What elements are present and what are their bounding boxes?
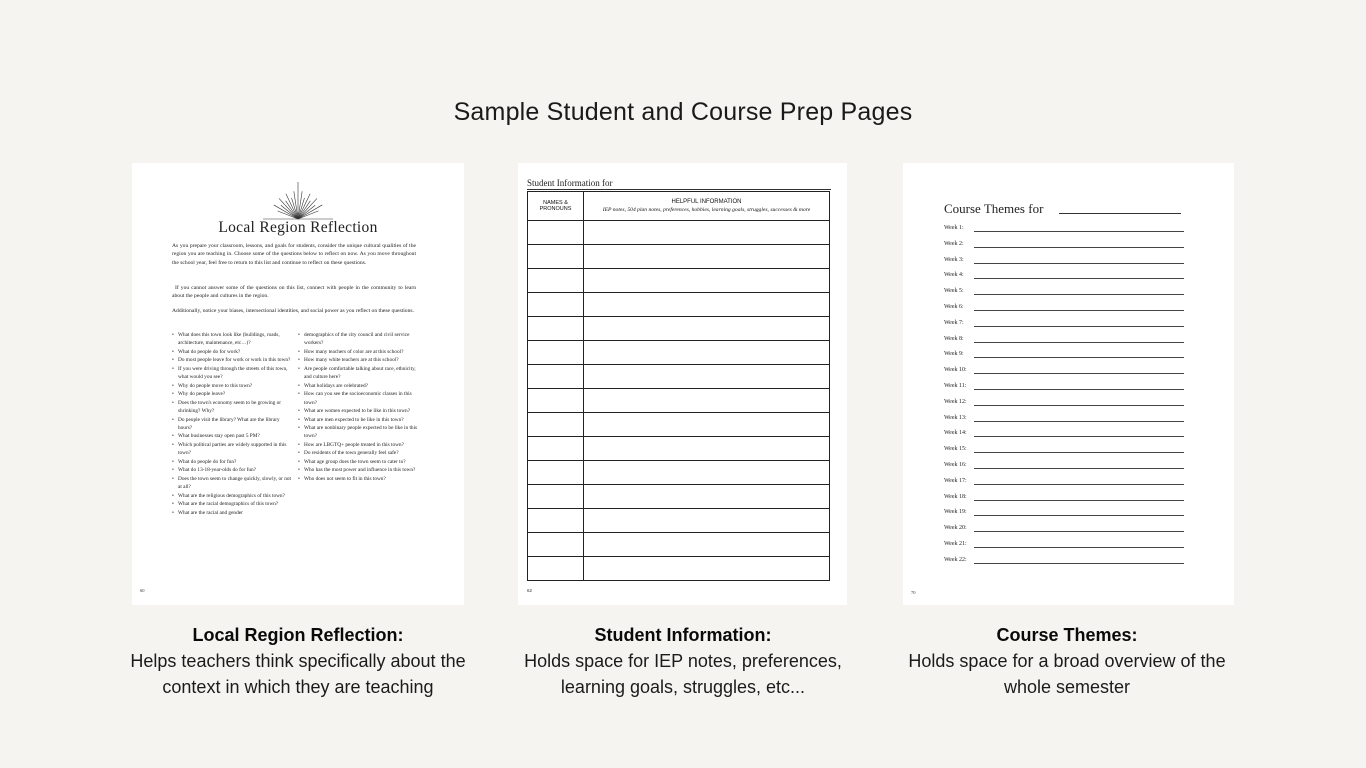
week-label: Week 17: bbox=[944, 477, 967, 484]
caption-body: Holds space for IEP notes, preferences, learning goals, struggles, etc... bbox=[524, 651, 842, 697]
local-region-reflection-page bbox=[132, 163, 464, 605]
week-blank-line[interactable] bbox=[974, 547, 1184, 548]
week-label: Week 3: bbox=[944, 256, 964, 263]
question-item: • Are people comfortable talking about race, ethnicity, and culture here? bbox=[298, 365, 420, 382]
week-blank-line[interactable] bbox=[974, 452, 1184, 453]
page-number: 62 bbox=[527, 588, 533, 593]
question-item: • What do people do for work? bbox=[172, 348, 294, 356]
caption-body: Holds space for a broad overview of the whole semester bbox=[908, 651, 1226, 697]
week-blank-line[interactable] bbox=[974, 231, 1184, 232]
question-item: • How many teachers of color are at this school? bbox=[298, 348, 420, 356]
question-item: • Do most people leave for work or work in this town? bbox=[172, 356, 294, 364]
table-row bbox=[528, 221, 830, 245]
table-row bbox=[528, 461, 830, 485]
name-cell[interactable] bbox=[528, 389, 584, 413]
week-row bbox=[944, 556, 1184, 566]
question-item: • How are LBGTQ+ people treated in this town? bbox=[298, 441, 420, 449]
week-blank-line[interactable] bbox=[974, 468, 1184, 469]
week-blank-line[interactable] bbox=[974, 405, 1184, 406]
page-title: Local Region Reflection bbox=[218, 219, 378, 236]
week-blank-line[interactable] bbox=[974, 500, 1184, 501]
week-blank-line[interactable] bbox=[974, 436, 1184, 437]
name-cell[interactable] bbox=[528, 509, 584, 533]
name-cell[interactable] bbox=[528, 485, 584, 509]
helpful-info-subtitle: IEP notes, 504 plan notes, preferences, hobbies, learning goals, struggles, successes & more bbox=[602, 207, 811, 213]
info-cell[interactable] bbox=[584, 533, 830, 557]
info-cell[interactable] bbox=[584, 317, 830, 341]
question-item: • What do people do for fun? bbox=[172, 458, 294, 466]
info-cell[interactable] bbox=[584, 437, 830, 461]
week-blank-line[interactable] bbox=[974, 247, 1184, 248]
question-item: • What do 13-18-year-olds do for fun? bbox=[172, 466, 294, 474]
table-row bbox=[528, 413, 830, 437]
week-label: Week 10: bbox=[944, 367, 967, 374]
question-item: • If you were driving through the streets of this town, what would you see? bbox=[172, 365, 294, 382]
info-cell[interactable] bbox=[584, 389, 830, 413]
info-cell[interactable] bbox=[584, 293, 830, 317]
week-blank-line[interactable] bbox=[974, 342, 1184, 343]
sunburst-ray bbox=[298, 205, 315, 219]
week-blank-line[interactable] bbox=[974, 326, 1184, 327]
name-cell[interactable] bbox=[528, 557, 584, 581]
info-cell[interactable] bbox=[584, 485, 830, 509]
week-blank-line[interactable] bbox=[974, 373, 1184, 374]
helpful-info-title: HELPFUL INFORMATION bbox=[671, 199, 742, 205]
week-row bbox=[944, 224, 1184, 234]
week-row bbox=[944, 445, 1184, 455]
week-row bbox=[944, 429, 1184, 439]
name-cell[interactable] bbox=[528, 413, 584, 437]
question-item: • What are men expected to be like in this town? bbox=[298, 416, 420, 424]
name-cell[interactable] bbox=[528, 317, 584, 341]
week-blank-line[interactable] bbox=[974, 357, 1184, 358]
student-info-table bbox=[527, 191, 830, 581]
week-blank-line[interactable] bbox=[974, 263, 1184, 264]
week-row bbox=[944, 493, 1184, 503]
name-cell[interactable] bbox=[528, 365, 584, 389]
name-cell[interactable] bbox=[528, 221, 584, 245]
questions-left-column bbox=[172, 331, 294, 517]
question-item: • How can you see the socioeconomic classes in this town? bbox=[298, 390, 420, 407]
question-item: • Why do people move to this town? bbox=[172, 382, 294, 390]
week-label: Week 6: bbox=[944, 304, 964, 310]
info-cell[interactable] bbox=[584, 509, 830, 533]
table-row bbox=[528, 293, 830, 317]
question-item: • Does the town seem to change quickly, slowly, or not at all? bbox=[172, 475, 294, 492]
week-label: Week 7: bbox=[944, 319, 964, 326]
name-cell[interactable] bbox=[528, 437, 584, 461]
week-label: Week 8: bbox=[944, 335, 964, 342]
question-item: • Do people visit the library? What are the library hours? bbox=[172, 416, 294, 433]
info-cell[interactable] bbox=[584, 461, 830, 485]
name-cell[interactable] bbox=[528, 245, 584, 269]
info-cell[interactable] bbox=[584, 341, 830, 365]
week-row bbox=[944, 271, 1184, 281]
page-header: Student Information for bbox=[527, 178, 831, 190]
question-item: • Do residents of the town generally feel safe? bbox=[298, 449, 420, 457]
name-cell[interactable] bbox=[528, 293, 584, 317]
question-item: • What holidays are celebrated? bbox=[298, 382, 420, 390]
page-title: Course Themes for bbox=[944, 201, 1044, 216]
week-label: Week 9: bbox=[944, 351, 964, 358]
table-row bbox=[528, 437, 830, 461]
week-label: Week 11: bbox=[944, 383, 967, 389]
bias-paragraph: Additionally, notice your biases, intersectional identities, and social power as you reflect on these questions. bbox=[172, 308, 414, 314]
week-blank-line[interactable] bbox=[974, 563, 1184, 564]
caption-heading: Local Region Reflection: bbox=[192, 625, 404, 645]
table-row bbox=[528, 269, 830, 293]
week-label: Week 13: bbox=[944, 414, 967, 421]
table-row bbox=[528, 485, 830, 509]
slide-title: Sample Student and Course Prep Pages bbox=[453, 98, 913, 126]
week-label: Week 16: bbox=[944, 462, 967, 468]
week-label: Week 12: bbox=[944, 398, 967, 405]
questions-right-column bbox=[298, 331, 420, 483]
caption-student-info bbox=[503, 622, 863, 700]
week-blank-line[interactable] bbox=[974, 310, 1184, 311]
question-item: • Who does not seem to fit in this town? bbox=[298, 475, 420, 483]
week-row bbox=[944, 240, 1184, 250]
week-label: Week 21: bbox=[944, 541, 967, 547]
week-label: Week 14: bbox=[944, 430, 967, 437]
course-themes-page bbox=[903, 163, 1234, 605]
info-cell[interactable] bbox=[584, 557, 830, 581]
week-label: Week 5: bbox=[944, 288, 964, 295]
helpful-info-header bbox=[584, 192, 830, 221]
week-label: Week 15: bbox=[944, 446, 967, 453]
week-label: Week 18: bbox=[944, 493, 967, 500]
info-cell[interactable] bbox=[584, 413, 830, 437]
week-row bbox=[944, 287, 1184, 297]
week-label: Week 4: bbox=[944, 272, 964, 279]
caption-body: Helps teachers think specifically about the context in which they are teaching bbox=[130, 651, 466, 697]
question-item: • What are nonbinary people expected to be like in this town? bbox=[298, 424, 420, 441]
week-label: Week 2: bbox=[944, 240, 964, 247]
info-cell[interactable] bbox=[584, 245, 830, 269]
table-row bbox=[528, 389, 830, 413]
page-number: 70 bbox=[911, 590, 916, 595]
question-item: • Which political parties are widely supported in this town? bbox=[172, 441, 294, 458]
question-item: • What are the racial and gender bbox=[172, 509, 294, 517]
question-item: • demographics of the city council and civil service workers? bbox=[298, 331, 420, 348]
names-pronouns-header: NAMES & PRONOUNS bbox=[528, 192, 584, 221]
week-row bbox=[944, 335, 1184, 345]
week-blank-line[interactable] bbox=[974, 278, 1184, 279]
week-row bbox=[944, 366, 1184, 376]
week-blank-line[interactable] bbox=[974, 389, 1184, 390]
week-label: Week 1: bbox=[944, 225, 964, 231]
week-blank-line[interactable] bbox=[974, 421, 1184, 422]
title-blank-line bbox=[1059, 213, 1181, 214]
question-item: • How many white teachers are at this school? bbox=[298, 356, 420, 364]
week-label: Week 20: bbox=[944, 525, 967, 532]
name-cell[interactable] bbox=[528, 533, 584, 557]
question-item: • What businesses stay open past 5 PM? bbox=[172, 432, 294, 440]
sunburst-ray bbox=[281, 205, 298, 219]
caption-heading: Course Themes: bbox=[996, 625, 1138, 645]
question-item: • What age group does the town seem to cater to? bbox=[298, 458, 420, 466]
caption-local-region bbox=[118, 622, 478, 700]
student-information-page bbox=[518, 163, 847, 605]
table-row bbox=[528, 365, 830, 389]
week-row bbox=[944, 414, 1184, 424]
name-cell[interactable] bbox=[528, 269, 584, 293]
week-row bbox=[944, 524, 1184, 534]
question-item: • What are the religious demographics of this town? bbox=[172, 492, 294, 500]
week-blank-line[interactable] bbox=[974, 484, 1184, 485]
question-item: • Who has the most power and influence in this town? bbox=[298, 466, 420, 474]
week-label: Week 19: bbox=[944, 509, 967, 516]
week-row bbox=[944, 508, 1184, 518]
question-item: • Does the town's economy seem to be growing or shrinking? Why? bbox=[172, 399, 294, 416]
caption-heading: Student Information: bbox=[594, 625, 772, 645]
table-row bbox=[528, 317, 830, 341]
sunburst-icon bbox=[258, 181, 338, 221]
table-row bbox=[528, 245, 830, 269]
week-row bbox=[944, 461, 1184, 471]
week-row bbox=[944, 350, 1184, 360]
week-blank-line[interactable] bbox=[974, 531, 1184, 532]
question-item: • What does this town look like (buildings, roads, architecture, maintenance, etc…)? bbox=[172, 331, 294, 348]
week-row bbox=[944, 256, 1184, 266]
table-row bbox=[528, 341, 830, 365]
week-row bbox=[944, 398, 1184, 408]
info-cell[interactable] bbox=[584, 269, 830, 293]
table-row bbox=[528, 557, 830, 581]
page-number: 60 bbox=[140, 588, 145, 593]
week-row bbox=[944, 319, 1184, 329]
question-item: • Why do people leave? bbox=[172, 390, 294, 398]
community-paragraph: If you cannot answer some of the questions on this list, connect with people in the community to learn about the people and cultures in the region. bbox=[172, 285, 416, 300]
name-cell[interactable] bbox=[528, 341, 584, 365]
week-label: Week 22: bbox=[944, 556, 967, 563]
table-row bbox=[528, 533, 830, 557]
week-blank-line[interactable] bbox=[974, 294, 1184, 295]
week-row bbox=[944, 303, 1184, 313]
week-row bbox=[944, 382, 1184, 392]
table-row bbox=[528, 509, 830, 533]
info-cell[interactable] bbox=[584, 365, 830, 389]
info-cell[interactable] bbox=[584, 221, 830, 245]
week-blank-line[interactable] bbox=[974, 515, 1184, 516]
caption-course-themes bbox=[887, 622, 1247, 700]
intro-paragraph: As you prepare your classroom, lessons, and goals for students, consider the unique cultural qualities of the region you are teaching in. Choose some of the questions below to reflect on now. As you move throughout the school year, feel free to return to this list and continue to reflect on these questions. bbox=[172, 243, 416, 266]
question-item: • What are the racial demographics of this town? bbox=[172, 500, 294, 508]
week-row bbox=[944, 477, 1184, 487]
name-cell[interactable] bbox=[528, 461, 584, 485]
week-row bbox=[944, 540, 1184, 550]
question-item: • What are women expected to be like in this town? bbox=[298, 407, 420, 415]
